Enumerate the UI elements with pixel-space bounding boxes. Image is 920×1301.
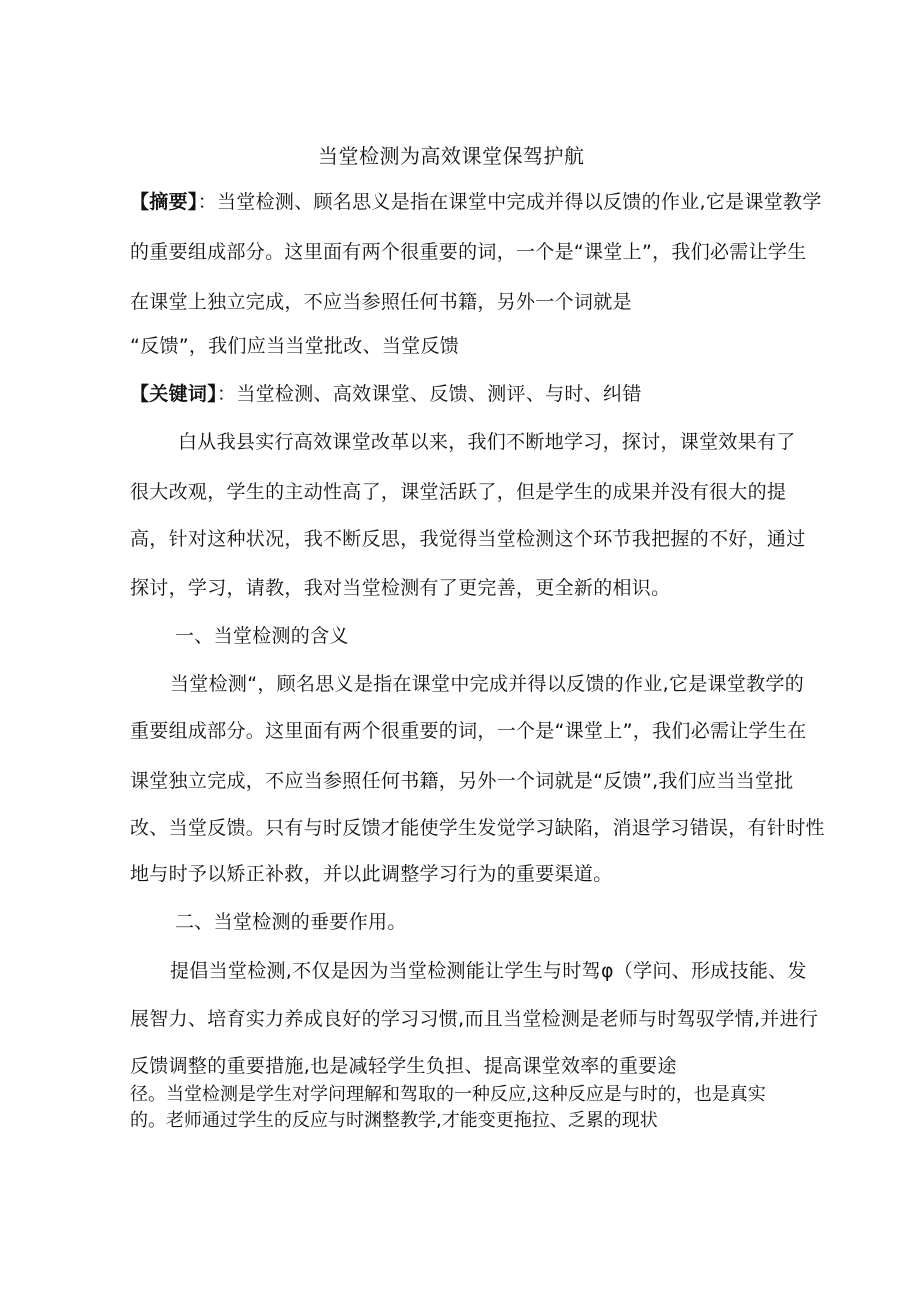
section1-heading: 一、当堂检测的含义 bbox=[175, 625, 349, 647]
section2-line-3: 反馈调整的重要措施,也是减轻学生负担、提高课堂效率的重要途 bbox=[130, 1055, 677, 1077]
section1-line-5: 地与时予以矫正补救，并以此调整学习行为的重要渠道。 bbox=[130, 863, 613, 885]
abstract-line-3: 在课堂上独立完成，不应当参照任何书籍，另外一个词就是 bbox=[130, 291, 632, 313]
keywords-label: 【关键词】 bbox=[130, 383, 218, 405]
keywords-text: ：当堂检测、高效课堂、反馈、测评、与时、纠错 bbox=[217, 383, 642, 405]
intro-line-3: 高，针对这种状况，我不断反思，我觉得当堂检测这个环节我把握的不好，通过 bbox=[130, 528, 806, 550]
section1-line-1: 当堂检测“，顾名思义是指在课堂中完成并得以反馈的作业,它是课堂教学的 bbox=[170, 673, 805, 695]
abstract-line-1 bbox=[130, 190, 822, 214]
intro-line-1: 白从我县实行高效课堂改革以来，我们不断地学习，探讨，课堂效果有了 bbox=[178, 431, 796, 453]
page-title: 当堂检测为高效课堂保驾护航 bbox=[318, 144, 585, 168]
keywords-line bbox=[130, 382, 642, 406]
abstract-text-1: ：当堂检测、顾名思义是指在课堂中完成并得以反馈的作业,它是课堂教学 bbox=[197, 191, 822, 213]
abstract-label: 【摘要】 bbox=[130, 191, 198, 213]
abstract-line-4: “反馈”，我们应当当堂批改、当堂反馈 bbox=[130, 335, 460, 357]
section2-line-4: 径。当堂检测是学生对学问理解和驾取的一种反应,这种反应是与时的，也是真实 bbox=[130, 1084, 766, 1105]
section2-heading: 二、当堂检测的垂要作用。 bbox=[175, 911, 407, 933]
intro-line-2: 很大改观，学生的主动性高了，课堂活跃了，但是学生的成果并没有很大的提 bbox=[130, 481, 787, 503]
abstract-line-2: 的重要组成部分。这里面有两个很重要的词，一个是“课堂上”，我们必需让学生 bbox=[130, 241, 807, 263]
section2-line-1: 提倡当堂检测,不仅是因为当堂检测能让学生与时驾φ（学问、形成技能、发 bbox=[170, 960, 807, 982]
section2-line-2: 展智力、培育实力养成良好的学习习惯,而且当堂检测是老师与时驾驭学情,并进行 bbox=[130, 1008, 819, 1030]
section1-line-3: 课堂独立完成，不应当参照任何书籍，另外一个词就是“反馈”,我们应当当堂批 bbox=[130, 770, 794, 792]
section2-line-5: 的。老师通过学生的反应与时渊整教学,才能变更拖拉、乏累的现状 bbox=[130, 1110, 658, 1131]
section1-line-4: 改、当堂反馈。只有与时反馈才能使学生发觉学习缺陷，消退学习错误，有针时性 bbox=[130, 817, 825, 839]
section1-line-2: 重要组成部分。这里面有两个很重要的词，一个是“课堂上”，我们必需让学生在 bbox=[130, 720, 807, 742]
intro-line-4: 探讨，学习，请教，我对当堂检测有了更完善，更全新的相识。 bbox=[130, 577, 671, 599]
